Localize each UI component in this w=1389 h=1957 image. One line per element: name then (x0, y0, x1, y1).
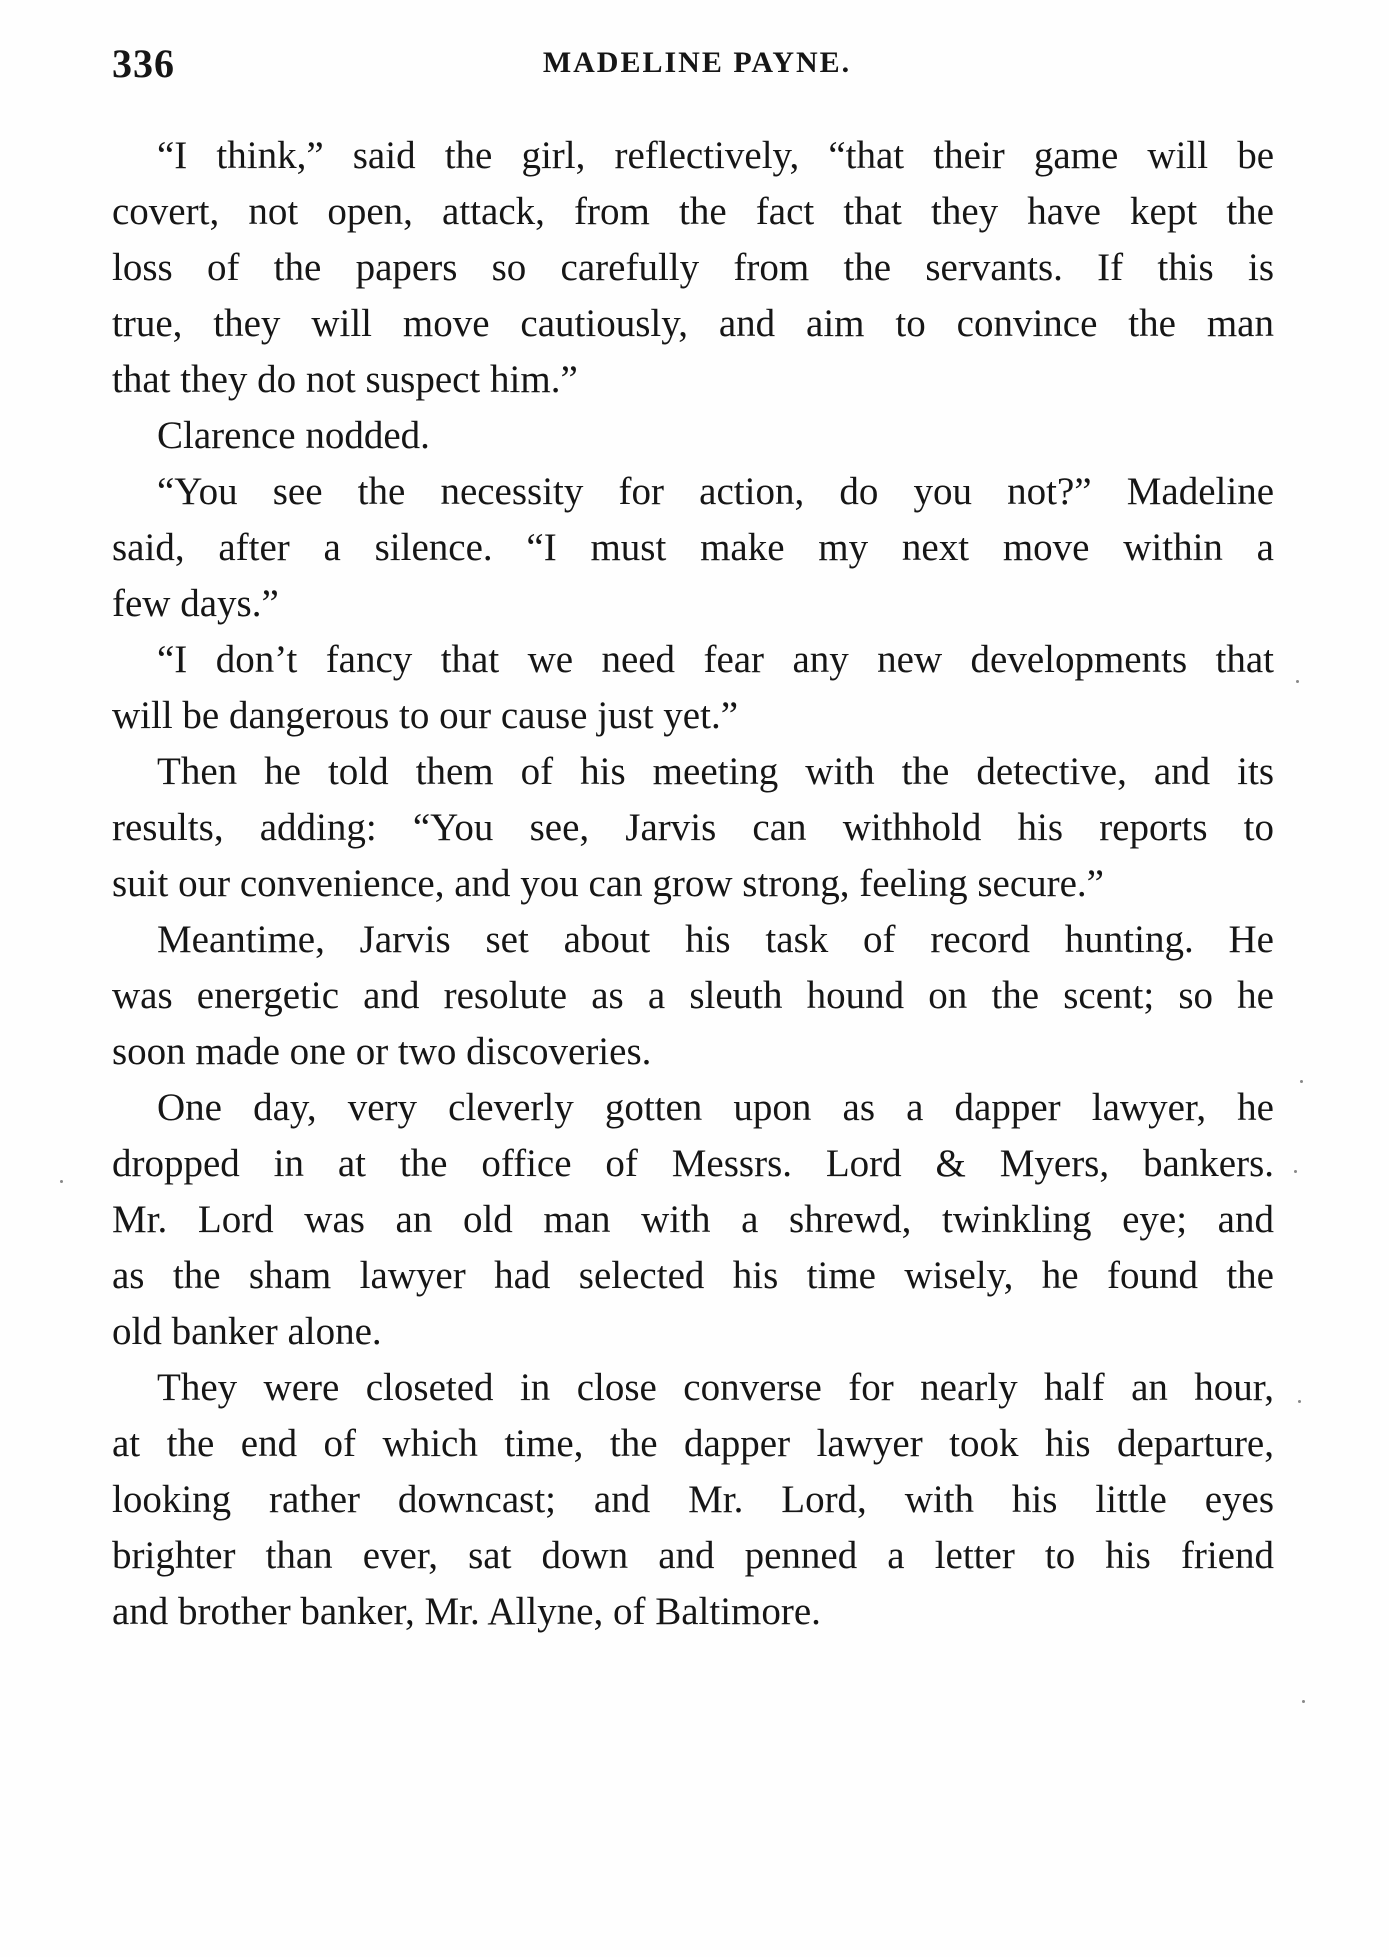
text-line: true, they will move cautiously, and aim to convince the man (112, 302, 1274, 345)
paragraph (112, 1080, 1274, 1360)
text-line: Meantime, Jarvis set about his task of record hunting. He (157, 918, 1274, 961)
text-line: “I don’t fancy that we need fear any new developments that (157, 638, 1274, 681)
text-line: brighter than ever, sat down and penned a letter to his friend (112, 1534, 1274, 1577)
scan-speck (1294, 1170, 1297, 1173)
text-line: said, after a silence. “I must make my next move within a (112, 526, 1274, 569)
paragraph (112, 408, 1274, 464)
text-line: covert, not open, attack, from the fact that they have kept the (112, 190, 1274, 233)
text-line: soon made one or two discoveries. (112, 1030, 652, 1073)
scan-speck (1296, 680, 1299, 683)
paragraph (112, 128, 1274, 408)
paragraph (112, 632, 1274, 744)
text-line: “You see the necessity for action, do you not?” Madeline (157, 470, 1274, 513)
text-line: and brother banker, Mr. Allyne, of Baltimore. (112, 1590, 821, 1633)
text-line: as the sham lawyer had selected his time wisely, he found the (112, 1254, 1274, 1297)
text-line: Clarence nodded. (157, 414, 430, 457)
page-number: 336 (112, 41, 175, 86)
text-line: was energetic and resolute as a sleuth hound on the scent; so he (112, 974, 1274, 1017)
scan-speck (60, 1180, 63, 1183)
page-header (112, 40, 1282, 100)
running-title: MADELINE PAYNE. (542, 46, 852, 79)
text-line: They were closeted in close converse for nearly half an hour, (157, 1366, 1274, 1409)
text-line: “I think,” said the girl, reflectively, “that their game will be (157, 134, 1274, 177)
paragraph (112, 744, 1274, 912)
paragraph (112, 1360, 1274, 1640)
paragraph (112, 464, 1274, 632)
text-line: that they do not suspect him.” (112, 358, 578, 401)
text-line: results, adding: “You see, Jarvis can withhold his reports to (112, 806, 1274, 849)
text-line: Mr. Lord was an old man with a shrewd, twinkling eye; and (112, 1198, 1274, 1241)
text-line: old banker alone. (112, 1310, 382, 1353)
text-line: will be dangerous to our cause just yet.” (112, 694, 738, 737)
text-line: One day, very cleverly gotten upon as a dapper lawyer, he (157, 1086, 1274, 1129)
text-line: dropped in at the office of Messrs. Lord & Myers, bankers. (112, 1142, 1274, 1185)
scan-speck (1302, 1700, 1305, 1703)
text-line: few days.” (112, 582, 279, 625)
body-text (112, 128, 1274, 1640)
scan-speck (1300, 1080, 1303, 1083)
text-line: loss of the papers so carefully from the servants. If this is (112, 246, 1274, 289)
text-line: suit our convenience, and you can grow strong, feeling secure.” (112, 862, 1104, 905)
text-line: at the end of which time, the dapper lawyer took his departure, (112, 1422, 1274, 1465)
scan-speck (1298, 1400, 1301, 1403)
text-line: looking rather downcast; and Mr. Lord, with his little eyes (112, 1478, 1274, 1521)
paragraph (112, 912, 1274, 1080)
text-line: Then he told them of his meeting with the detective, and its (157, 750, 1274, 793)
